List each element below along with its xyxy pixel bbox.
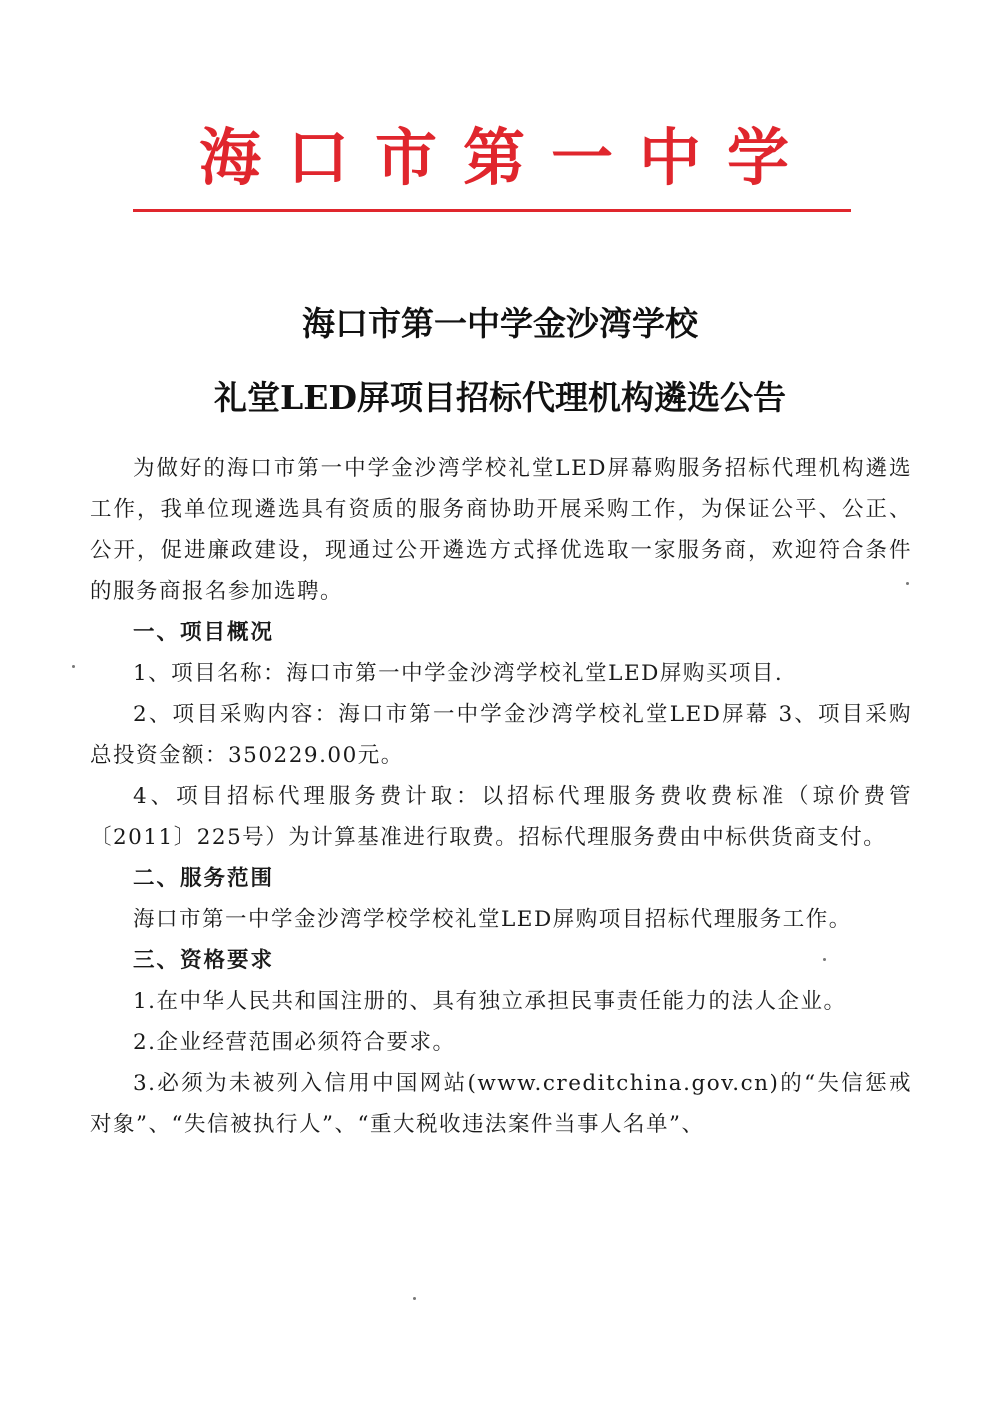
masthead: 海口市第一中学 bbox=[198, 121, 815, 194]
qualification-item-2: 2.企业经营范围必须符合要求。 bbox=[133, 1030, 456, 1055]
qualification-item-3: 3.必须为未被列入信用中国网站(www.creditchina.gov.cn)的“失信惩戒对象”、“失信被执行人”、“重大税收违法案件当事人名单”、 bbox=[90, 1071, 912, 1137]
section-heading-overview: 一、项目概况 bbox=[133, 620, 275, 645]
overview-item-service-fee: 4、项目招标代理服务费计取：以招标代理服务费收费标准（琼价费管〔2011〕225号）为计算基准进行取费。招标代理服务费由中标供货商支付。 bbox=[90, 784, 912, 850]
scan-speck bbox=[413, 1297, 416, 1300]
document-title-line-1: 海口市第一中学金沙湾学校 bbox=[302, 304, 698, 343]
document-body bbox=[90, 448, 912, 1145]
overview-item-project-name: 1、项目名称：海口市第一中学金沙湾学校礼堂LED屏购买项目. bbox=[133, 661, 784, 686]
document-title-line-2: 礼堂LED屏项目招标代理机构遴选公告 bbox=[214, 378, 786, 417]
section-heading-qualifications: 三、资格要求 bbox=[133, 948, 275, 973]
intro-paragraph: 为做好的海口市第一中学金沙湾学校礼堂LED屏幕购服务招标代理机构遴选工作，我单位现遴选具有资质的服务商协助开展采购工作，为保证公平、公正、公开，促进廉政建设，现通过公开遴选方式择优选取一家服务商，欢迎符合条件的服务商报名参加选聘。 bbox=[90, 456, 912, 604]
section-heading-scope: 二、服务范围 bbox=[133, 866, 275, 891]
overview-item-procurement-content: 2、项目采购内容：海口市第一中学金沙湾学校礼堂LED屏幕 3、项目采购总投资金额：350229.00元。 bbox=[90, 702, 912, 768]
scan-speck bbox=[906, 582, 909, 585]
masthead-rule bbox=[133, 209, 851, 212]
scan-speck bbox=[823, 958, 826, 961]
scan-speck bbox=[72, 665, 75, 668]
qualification-item-1: 1.在中华人民共和国注册的、具有独立承担民事责任能力的法人企业。 bbox=[133, 989, 847, 1014]
scope-paragraph: 海口市第一中学金沙湾学校学校礼堂LED屏购项目招标代理服务工作。 bbox=[133, 907, 852, 932]
